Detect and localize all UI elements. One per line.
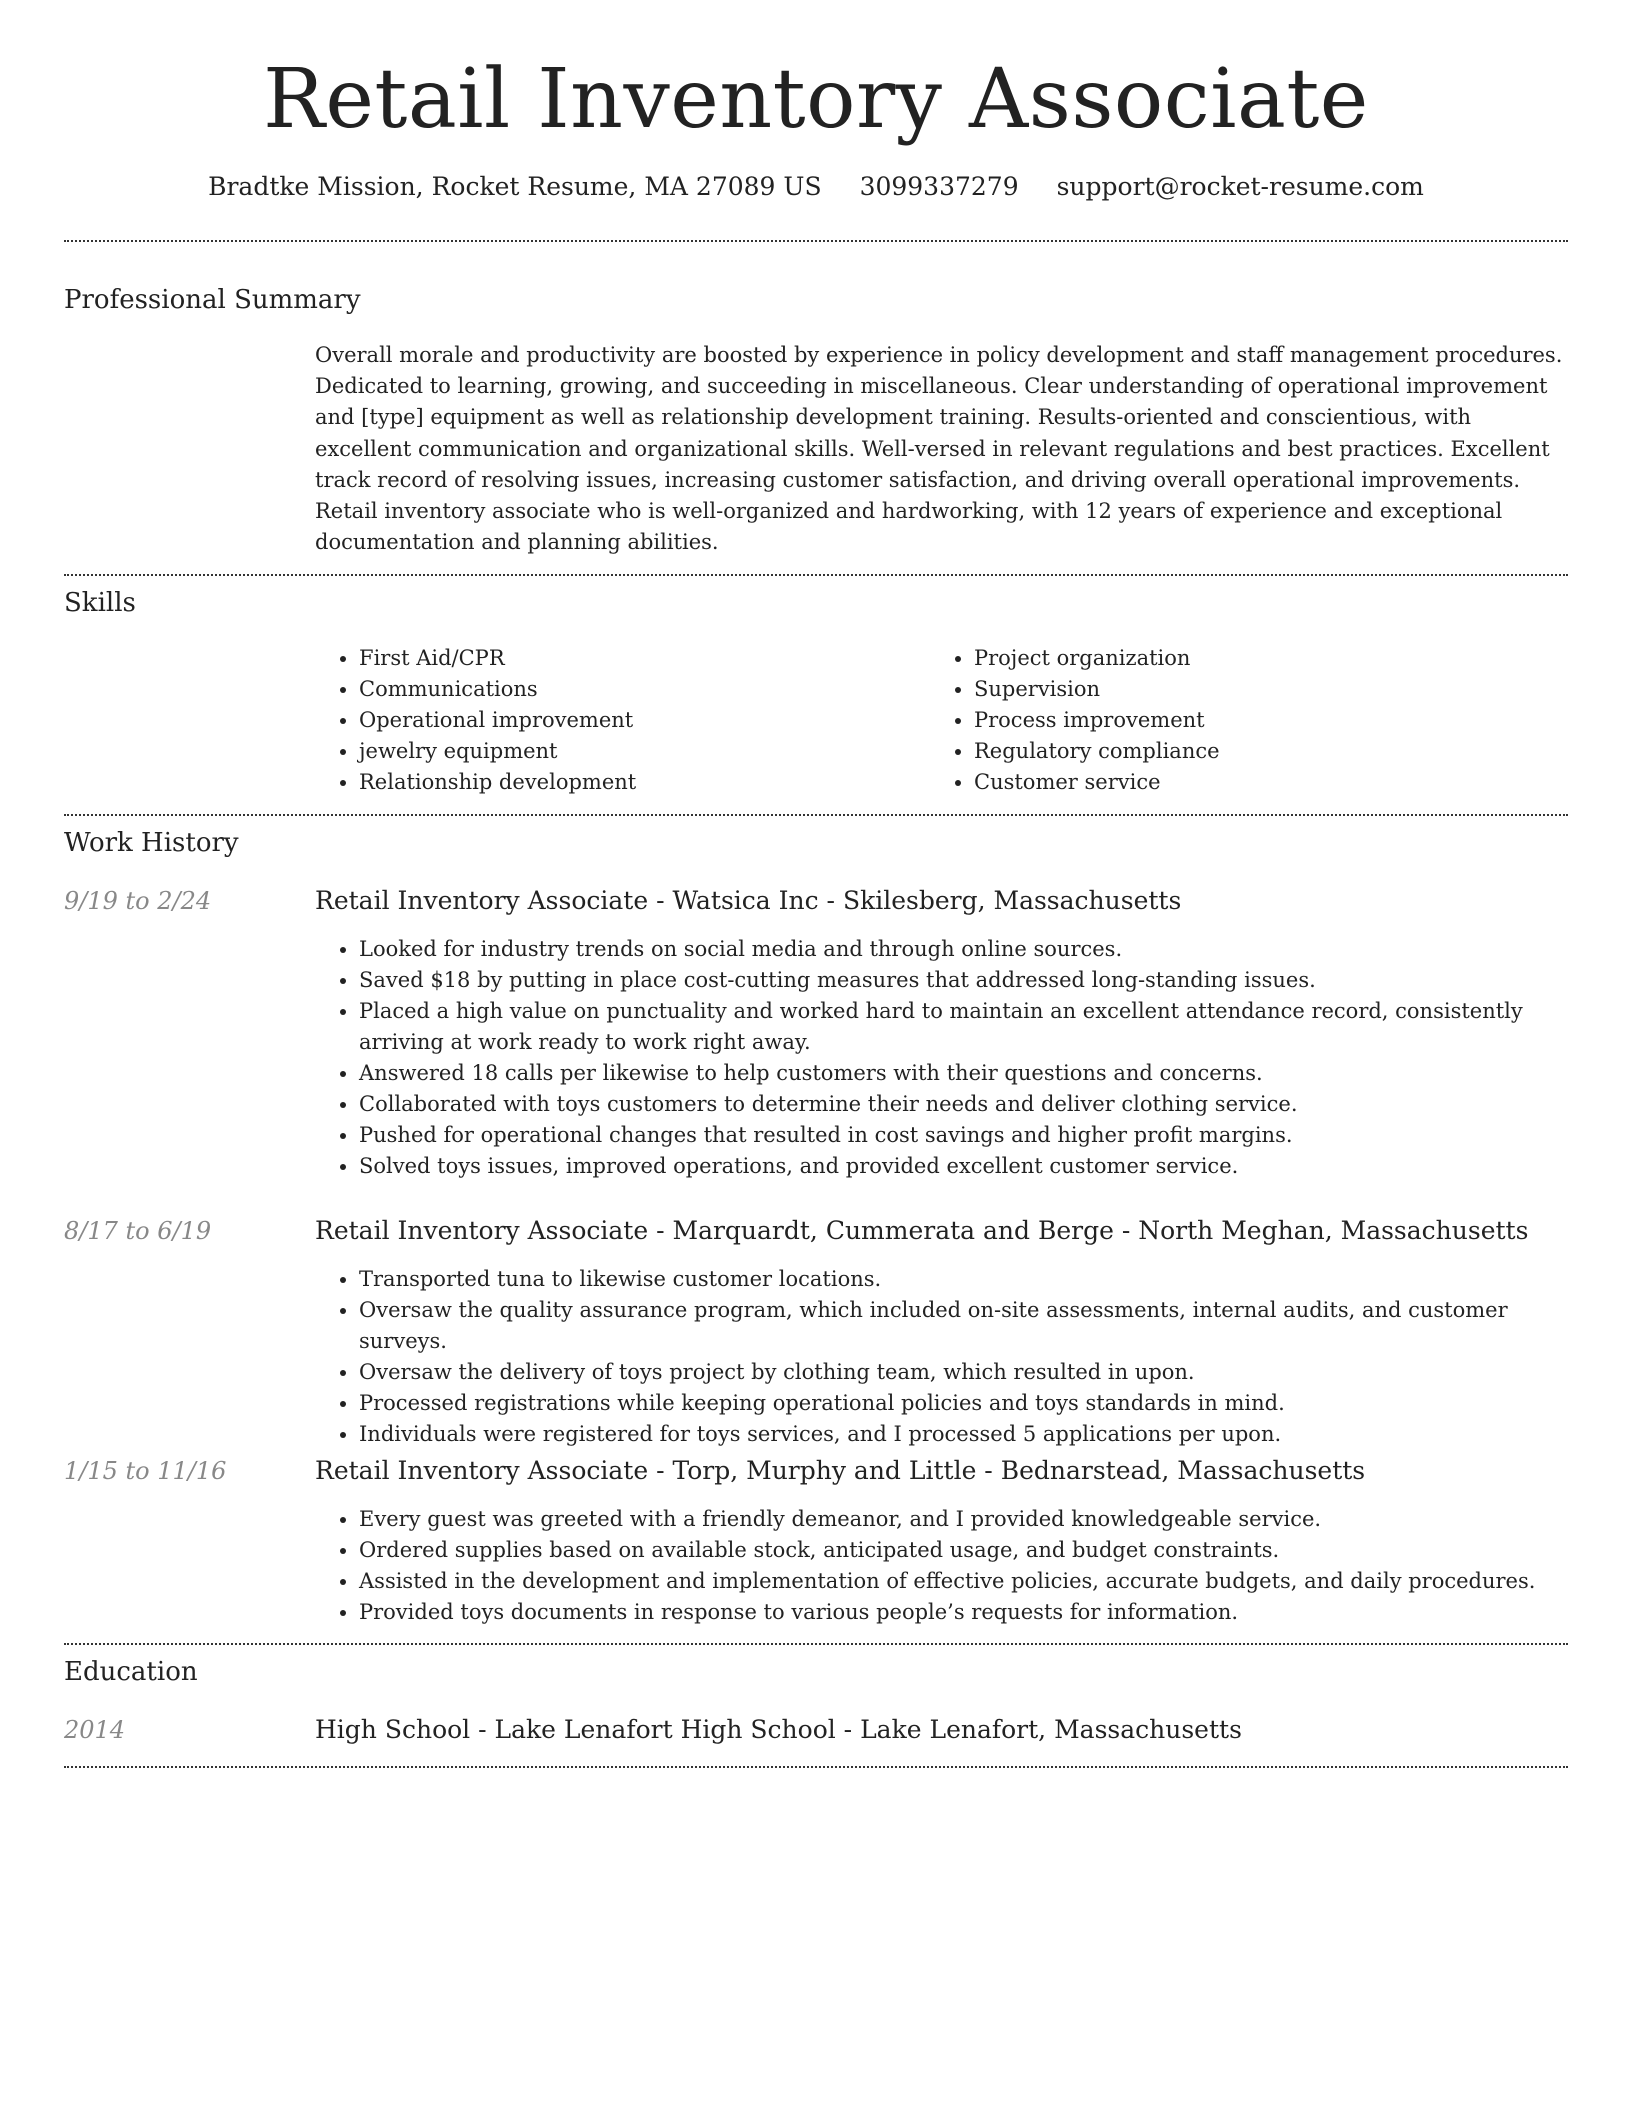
job-bullet: • Provided toys documents in response to various people’s requests for information. [359,1597,1568,1628]
job-bullet: • Individuals were registered for toys services, and I processed 5 applications per upon. [359,1419,1568,1450]
email: support@rocket-resume.com [1056,172,1424,201]
job-bullet: • Answered 18 calls per likewise to help customers with their questions and concerns. [359,1058,1568,1089]
job-bullet: • Saved $18 by putting in place cost-cutting measures that addressed long-standing issues. [359,965,1568,996]
job-bullet: • Oversaw the quality assurance program, which included on-site assessments, internal audits, and customer surveys. [359,1295,1568,1357]
skill-item: • Communications [359,674,636,705]
job-bullet: • Collaborated with toys customers to determine their needs and deliver clothing service. [359,1089,1568,1120]
job-bullet: • Processed registrations while keeping operational policies and toys standards in mind. [359,1388,1568,1419]
candidate-name: Retail Inventory Associate [263,52,1369,147]
skills-list-right [930,643,1220,798]
job-dates: 1/15 to 11/16 [64,1457,227,1485]
job-bullet: • Assisted in the development and implementation of effective policies, accurate budgets, and daily procedures. [359,1566,1568,1597]
education-entry: High School - Lake Lenafort High School - Lake Lenafort, Massachusetts [315,1715,1242,1744]
job-dates: 9/19 to 2/24 [64,887,212,915]
skill-item: • Supervision [974,674,1220,705]
divider [64,1643,1568,1645]
job-bullet: • Transported tuna to likewise customer locations. [359,1264,1568,1295]
job-bullet: • Ordered supplies based on available stock, anticipated usage, and budget constraints. [359,1535,1568,1566]
address: Bradtke Mission, Rocket Resume, MA 27089 US [208,172,822,201]
skill-item: • First Aid/CPR [359,643,636,674]
job-dates: 8/17 to 6/19 [64,1217,212,1245]
skill-item: • Operational improvement [359,705,636,736]
divider [64,1766,1568,1768]
section-title-summary: Professional Summary [64,285,361,315]
section-title-skills: Skills [64,588,136,618]
summary-text: Overall morale and productivity are boosted by experience in policy development and staff management procedures. Dedicated to learning, growing, and succeeding in miscellaneous. Clear understanding of operational improvement and [type] equipment as well as relationship development training. Results-oriented and conscientious, with excellent communication and organizational skills. Well-versed in relevant regulations and best practices. Excellent track record of resolving issues, increasing customer satisfaction, and driving overall operational improvements. Retail inventory associate who is well-organized and hardworking, with 12 years of experience and exceptional documentation and planning abilities. [315,343,1563,555]
job-bullets [315,934,1568,1182]
divider [64,240,1568,242]
job-title: Retail Inventory Associate - Torp, Murphy and Little - Bednarstead, Massachusetts [315,1456,1366,1485]
divider [64,574,1568,576]
skill-item: • Relationship development [359,767,636,798]
job-title: Retail Inventory Associate - Marquardt, Cummerata and Berge - North Meghan, Massachusetts [315,1216,1529,1245]
skill-item: • Customer service [974,767,1220,798]
skill-item: • Regulatory compliance [974,736,1220,767]
job-bullets [315,1504,1568,1628]
job-title: Retail Inventory Associate - Watsica Inc - Skilesberg, Massachusetts [315,886,1182,915]
divider [64,814,1568,816]
job-bullet: • Every guest was greeted with a friendly demeanor, and I provided knowledgeable service. [359,1504,1568,1535]
job-bullets [315,1264,1568,1450]
job-bullet: • Solved toys issues, improved operations, and provided excellent customer service. [359,1151,1568,1182]
section-title-education: Education [64,1657,198,1687]
section-title-work: Work History [64,828,239,858]
skill-item: • Project organization [974,643,1220,674]
skill-item: • jewelry equipment [359,736,636,767]
skills-list-left [315,643,636,798]
contact-line [0,170,1632,204]
job-bullet: • Placed a high value on punctuality and worked hard to maintain an excellent attendance record, consistently arriving at work ready to work right away. [359,996,1568,1058]
skill-item: • Process improvement [974,705,1220,736]
education-year: 2014 [64,1716,126,1744]
job-bullet: • Pushed for operational changes that resulted in cost savings and higher profit margins. [359,1120,1568,1151]
phone: 3099337279 [859,172,1019,201]
job-bullet: • Oversaw the delivery of toys project by clothing team, which resulted in upon. [359,1357,1568,1388]
job-bullet: • Looked for industry trends on social media and through online sources. [359,934,1568,965]
